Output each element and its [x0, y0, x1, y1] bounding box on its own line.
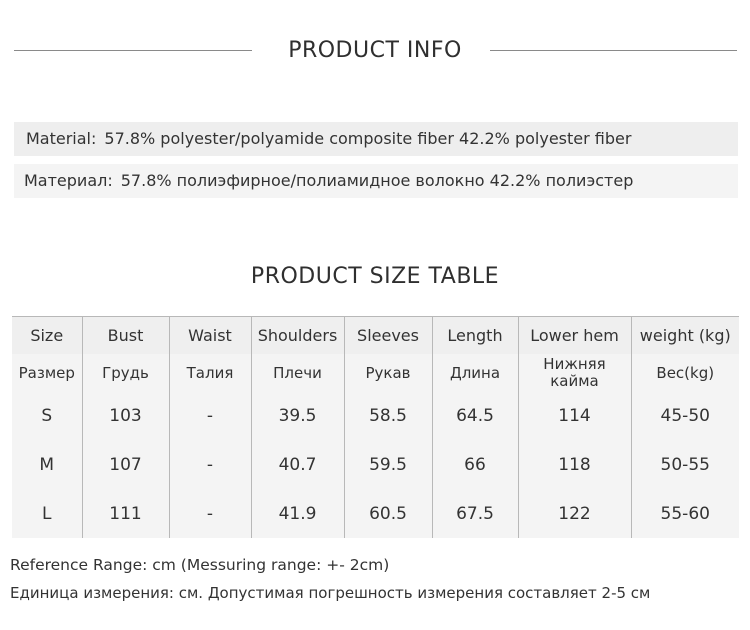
table-cell: 114 [518, 392, 631, 441]
table-cell: 58.5 [344, 392, 432, 441]
col-header-length: Length [432, 317, 518, 354]
table-cell: 107 [82, 441, 169, 490]
table-cell: 60.5 [344, 489, 432, 538]
col-header-weight-ru: Вес(kg) [631, 354, 739, 393]
table-cell: - [169, 489, 251, 538]
table-cell: 45-50 [631, 392, 739, 441]
material-en-label: Material: [26, 129, 97, 148]
col-header-bust: Bust [82, 317, 169, 354]
table-cell: 111 [82, 489, 169, 538]
col-header-length-ru: Длина [432, 354, 518, 393]
col-header-bust-ru: Грудь [82, 354, 169, 393]
table-row-l [12, 489, 739, 538]
reference-note-en: Reference Range: cm (Messuring range: +- 2cm) [10, 556, 390, 574]
material-ru-band [14, 164, 738, 198]
col-header-sleeves-ru: Рукав [344, 354, 432, 393]
size-table-title: PRODUCT SIZE TABLE [250, 264, 500, 289]
col-header-shoulders: Shoulders [251, 317, 344, 354]
header-line-right [490, 50, 737, 51]
table-cell: 41.9 [251, 489, 344, 538]
col-header-lower-hem: Lower hem [518, 317, 631, 354]
col-header-waist-ru: Талия [169, 354, 251, 393]
col-header-size-ru: Размер [18, 363, 75, 382]
table-cell: - [169, 441, 251, 490]
table-cell: 64.5 [432, 392, 518, 441]
col-header-waist: Waist [169, 317, 251, 354]
material-ru-label: Материал: [24, 171, 113, 190]
col-header-shoulders-ru: Плечи [251, 354, 344, 393]
product-info-title: PRODUCT INFO [288, 38, 462, 63]
table-cell: - [169, 392, 251, 441]
table-cell: 118 [518, 441, 631, 490]
size-table [12, 316, 739, 538]
table-cell: 67.5 [432, 489, 518, 538]
table-cell: 103 [82, 392, 169, 441]
col-header-weight: weight (kg) [631, 317, 739, 354]
col-header-lower-hem-ru: Нижняя кайма [518, 354, 631, 393]
table-cell: 50-55 [631, 441, 739, 490]
table-cell: S [41, 406, 53, 427]
table-cell: L [42, 503, 52, 524]
table-cell: 55-60 [631, 489, 739, 538]
reference-note-ru: Единица измерения: см. Допустимая погрешность измерения составляет 2-5 см [10, 584, 651, 602]
material-ru-value: 57.8% полиэфирное/полиамидное волокно 42.2% полиэстер [120, 171, 634, 190]
header-row-en [12, 317, 739, 354]
table-row-m [12, 441, 739, 490]
header-row-ru [12, 354, 739, 393]
table-cell: 66 [432, 441, 518, 490]
table-cell: 40.7 [251, 441, 344, 490]
table-cell: 59.5 [344, 441, 432, 490]
col-header-sleeves: Sleeves [344, 317, 432, 354]
material-en-band [14, 122, 738, 156]
material-en-value: 57.8% polyester/polyamide composite fiber 42.2% polyester fiber [104, 129, 632, 148]
col-header-size: Size [12, 317, 82, 354]
table-row-s [12, 392, 739, 441]
table-cell: 122 [518, 489, 631, 538]
table-cell: 39.5 [251, 392, 344, 441]
table-cell: M [39, 455, 55, 475]
